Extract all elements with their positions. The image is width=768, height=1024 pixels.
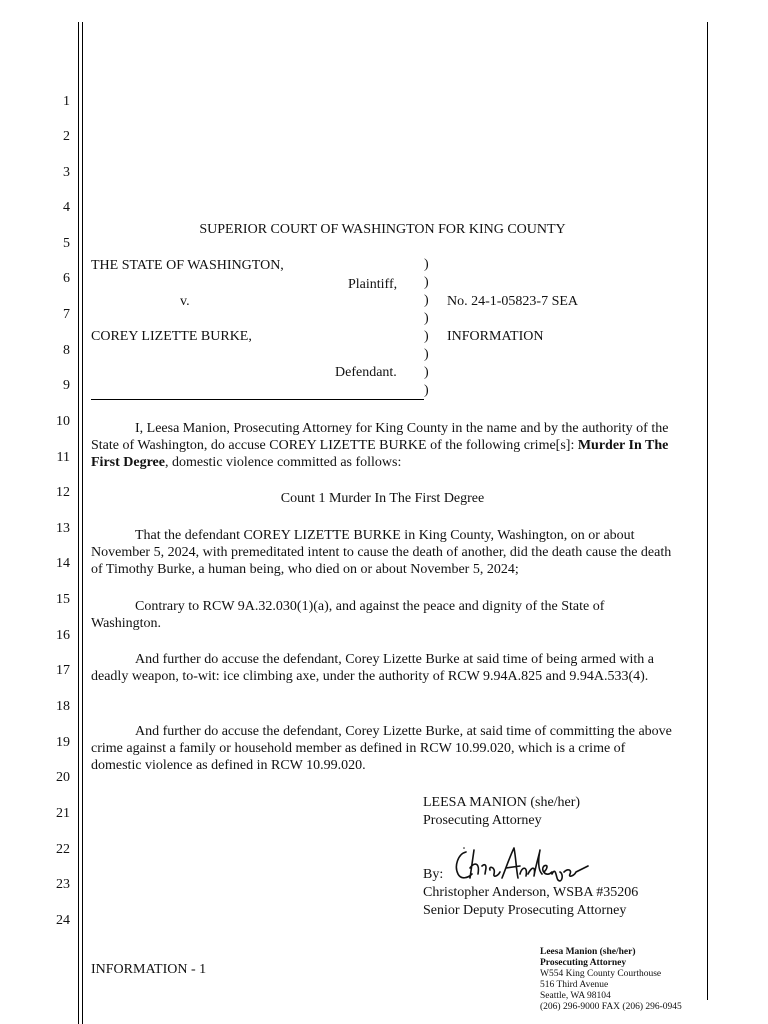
line-number: 22	[56, 842, 70, 857]
statute-paragraph	[91, 598, 674, 632]
line-number: 18	[56, 699, 70, 714]
paren: )	[424, 257, 429, 272]
line-number: 2	[63, 129, 70, 144]
paren: )	[424, 383, 429, 398]
crime-name: Murder In The First Degree	[91, 438, 669, 470]
plaintiff-name: THE STATE OF WASHINGTON,	[91, 258, 284, 273]
line-number: 4	[63, 200, 70, 215]
court-title: SUPERIOR COURT OF WASHINGTON FOR KING COUNTY	[199, 222, 566, 237]
line-number: 14	[56, 556, 70, 571]
line-number: 10	[56, 414, 70, 429]
weapon-text: And further do accuse the defendant, Corey Lizette Burke at said time of being armed with a deadly weapon, to-wit: ice climbing axe, under the authority of RCW 9.94A.825 and 9.94A.533(4).	[91, 652, 654, 684]
paren: )	[424, 365, 429, 380]
line-number: 13	[56, 521, 70, 536]
line-number: 15	[56, 592, 70, 607]
office-title: Prosecuting Attorney	[540, 958, 627, 968]
prosecutor-title: Prosecuting Attorney	[423, 813, 542, 828]
defendant-name: COREY LIZETTE BURKE,	[91, 329, 252, 344]
line-number: 5	[63, 236, 70, 251]
document-type: INFORMATION	[447, 329, 544, 344]
intro-text: I, Leesa Manion, Prosecuting Attorney for King County in the name and by the authority of the State of Washington, do accuse COREY LIZETTE BURKE of the following crime[s]:	[91, 421, 669, 453]
versus-label: v.	[180, 294, 190, 309]
line-number: 7	[63, 307, 70, 322]
weapon-paragraph	[91, 651, 674, 685]
line-number: 17	[56, 663, 70, 678]
phone-fax: (206) 296-9000 FAX (206) 296-0945	[540, 1002, 682, 1012]
intro-text-end: , domestic violence committed as follows:	[164, 455, 402, 470]
line-number: 19	[56, 735, 70, 750]
deputy-title: Senior Deputy Prosecuting Attorney	[423, 903, 627, 918]
line-number: 21	[56, 806, 70, 821]
charge-text: That the defendant COREY LIZETTE BURKE in King County, Washington, on or about November 5, 2024, with premeditated intent to cause the death of another, did the death cause the death of Timothy Burke, a human being, who died on or about November 5, 2024;	[91, 528, 672, 577]
signature-graphic	[452, 844, 592, 886]
line-number: 6	[63, 271, 70, 286]
address-line: 516 Third Avenue	[540, 980, 609, 990]
plaintiff-role: Plaintiff,	[348, 277, 398, 292]
count-heading: Count 1 Murder In The First Degree	[280, 491, 485, 506]
domestic-violence-text: And further do accuse the defendant, Corey Lizette Burke, at said time of committing the above crime against a family or household member as defined in RCW 10.99.020, which is a crime of domestic violence as defined in RCW 10.99.020.	[91, 724, 672, 773]
line-number: 8	[63, 343, 70, 358]
prosecutor-name: LEESA MANION (she/her)	[423, 795, 581, 810]
line-number: 9	[63, 378, 70, 393]
page-footer-label: INFORMATION - 1	[91, 962, 207, 977]
case-number: No. 24-1-05823-7 SEA	[447, 294, 579, 309]
office-name: Leesa Manion (she/her)	[540, 947, 636, 957]
office-address-block	[540, 947, 682, 1013]
line-number: 16	[56, 628, 70, 643]
line-number: 1	[63, 94, 70, 109]
line-number: 20	[56, 770, 70, 785]
statute-text: Contrary to RCW 9A.32.030(1)(a), and against the peace and dignity of the State of Washington.	[91, 599, 605, 631]
address-line: Seattle, WA 98104	[540, 991, 611, 1001]
line-number: 24	[56, 913, 70, 928]
line-number: 3	[63, 165, 70, 180]
charge-paragraph	[91, 527, 674, 578]
paren: )	[424, 293, 429, 308]
intro-paragraph	[91, 420, 674, 471]
line-number: 23	[56, 877, 70, 892]
paren: )	[424, 347, 429, 362]
domestic-violence-paragraph	[91, 723, 674, 774]
paren: )	[424, 311, 429, 326]
left-margin-rule-inner	[82, 22, 83, 1024]
caption-underline	[91, 399, 424, 400]
defendant-role: Defendant.	[335, 365, 397, 380]
paren: )	[424, 329, 429, 344]
line-number: 12	[56, 485, 70, 500]
by-label: By:	[423, 867, 444, 882]
left-margin-rule-outer	[78, 22, 79, 1024]
deputy-name: Christopher Anderson, WSBA #35206	[423, 885, 639, 900]
paren: )	[424, 275, 429, 290]
address-line: W554 King County Courthouse	[540, 969, 662, 979]
line-number: 11	[56, 450, 70, 465]
right-margin-rule	[707, 22, 708, 1000]
